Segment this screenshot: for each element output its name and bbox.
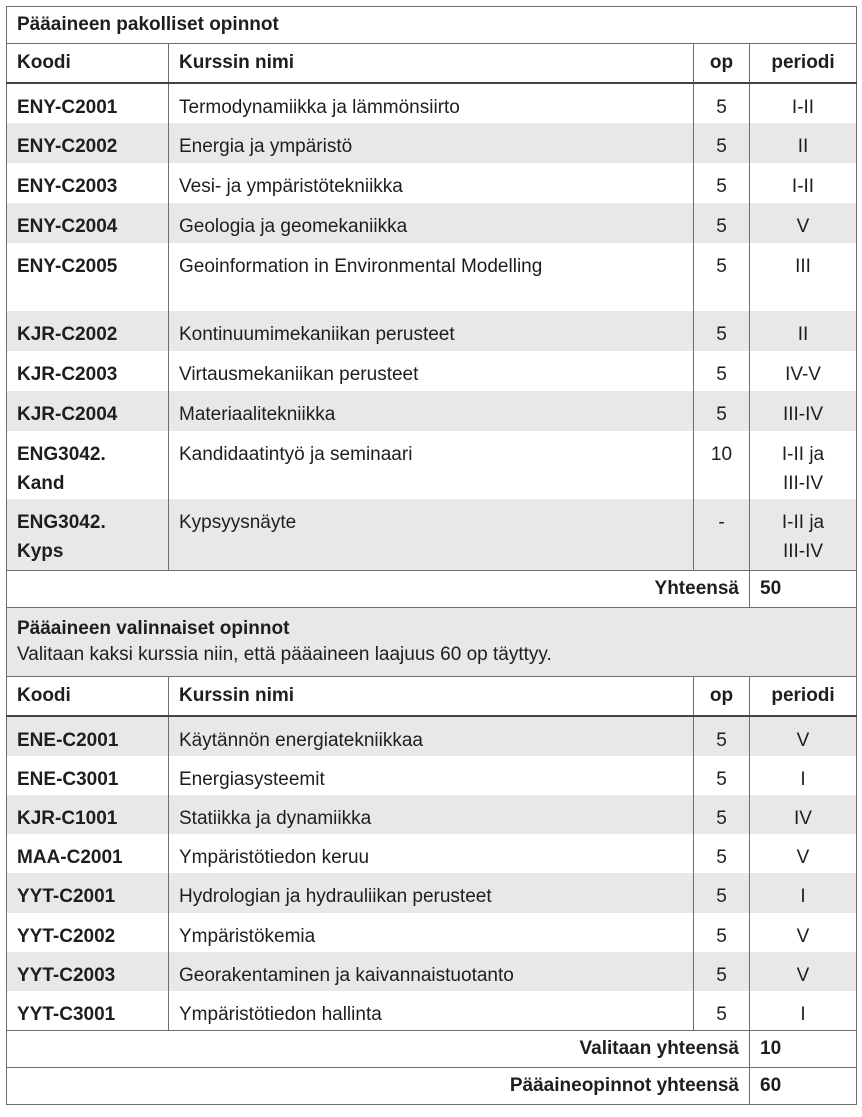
course-period: V [750, 913, 857, 952]
course-credits: 5 [694, 83, 750, 123]
course-code: ENY-C2004 [7, 203, 169, 243]
column-header-name: Kurssin nimi [169, 676, 694, 716]
course-name: Energiasysteemit [169, 756, 694, 795]
course-name: Georakentaminen ja kaivannaistuotanto [169, 952, 694, 991]
course-period-line2: III-IV [782, 473, 824, 494]
table-row [7, 243, 857, 311]
course-code-line1: ENG3042. [17, 512, 106, 533]
column-header-credits: op [694, 44, 750, 84]
course-period: III-IV [750, 391, 857, 431]
course-period: I [750, 991, 857, 1031]
column-header-period: periodi [750, 44, 857, 84]
table-row [7, 499, 857, 570]
course-credits: 5 [694, 834, 750, 873]
course-credits: 5 [694, 311, 750, 351]
course-period: I-II [750, 83, 857, 123]
course-code: ENY-C2001 [7, 83, 169, 123]
course-period: I [750, 873, 857, 913]
course-name: Statiikka ja dynamiikka [169, 795, 694, 834]
column-header-period: periodi [750, 676, 857, 716]
course-code: MAA-C2001 [7, 834, 169, 873]
course-name: Hydrologian ja hydrauliikan perusteet [169, 873, 694, 913]
table-row [7, 834, 857, 873]
course-period-line2: III-IV [782, 541, 824, 562]
course-code-line2: Kand [17, 473, 65, 494]
course-credits: 10 [694, 431, 750, 499]
table-row [7, 873, 857, 913]
course-code [7, 499, 169, 570]
course-name: Ympäristökemia [169, 913, 694, 952]
course-code: ENE-C3001 [7, 756, 169, 795]
course-code [7, 431, 169, 499]
course-credits: 5 [694, 243, 750, 311]
mandatory-section-title: Pääaineen pakolliset opinnot [7, 7, 857, 44]
course-code: ENE-C2001 [7, 716, 169, 756]
course-name: Termodynamiikka ja lämmönsiirto [169, 83, 694, 123]
column-header-credits: op [694, 676, 750, 716]
total-label [7, 1031, 750, 1068]
total-value: 50 [760, 577, 782, 599]
table-row [7, 716, 857, 756]
course-period: I-II [750, 163, 857, 203]
course-period: II [750, 311, 857, 351]
total-label-text: Valitaan yhteensä [579, 1038, 739, 1059]
course-name: Materiaalitekniikka [169, 391, 694, 431]
course-code-line1: ENG3042. [17, 444, 106, 465]
mandatory-column-headers [7, 44, 857, 84]
course-code: ENY-C2003 [7, 163, 169, 203]
course-credits: 5 [694, 391, 750, 431]
table-row [7, 431, 857, 499]
course-name: Vesi- ja ympäristötekniikka [169, 163, 694, 203]
column-header-code: Koodi [7, 44, 169, 84]
total-value-cell [750, 570, 857, 607]
table-row [7, 311, 857, 351]
course-code: ENY-C2005 [7, 243, 169, 311]
elective-section-header [7, 607, 857, 676]
course-credits: 5 [694, 991, 750, 1031]
grand-total-value: 60 [750, 1068, 857, 1105]
elective-section-subtitle: Valitaan kaksi kurssia niin, että pääaineen laajuus 60 op täyttyy. [17, 643, 552, 665]
table-row [7, 123, 857, 163]
elective-column-headers [7, 676, 857, 716]
course-name: Käytännön energiatekniikkaa [169, 716, 694, 756]
table-row [7, 351, 857, 391]
course-period: IV [750, 795, 857, 834]
course-code: KJR-C2003 [7, 351, 169, 391]
course-name: Virtausmekaniikan perusteet [169, 351, 694, 391]
course-credits: 5 [694, 913, 750, 952]
table-row [7, 203, 857, 243]
curriculum-table [6, 6, 857, 1105]
grand-total-row [7, 1068, 857, 1105]
course-code-line2: Kyps [17, 541, 64, 562]
course-period: V [750, 716, 857, 756]
course-name: Energia ja ympäristö [169, 123, 694, 163]
course-name: Ympäristötiedon keruu [169, 834, 694, 873]
course-credits: 5 [694, 873, 750, 913]
course-period: III [750, 243, 857, 311]
mandatory-section-header [7, 7, 857, 44]
course-credits: 5 [694, 756, 750, 795]
course-credits: 5 [694, 163, 750, 203]
course-name: Kandidaatintyö ja seminaari [169, 431, 694, 499]
curriculum-document [6, 6, 856, 1105]
course-code: YYT-C3001 [7, 991, 169, 1031]
course-credits: 5 [694, 952, 750, 991]
course-credits: 5 [694, 351, 750, 391]
course-period-line1: I-II ja [781, 512, 825, 533]
table-row [7, 391, 857, 431]
course-name: Kypsyysnäyte [169, 499, 694, 570]
course-period: I [750, 756, 857, 795]
course-credits: 5 [694, 795, 750, 834]
course-credits: 5 [694, 716, 750, 756]
course-period-line1: I-II ja [781, 444, 825, 465]
table-row [7, 913, 857, 952]
course-period: IV-V [750, 351, 857, 391]
course-name: Kontinuumimekaniikan perusteet [169, 311, 694, 351]
table-row [7, 952, 857, 991]
mandatory-total-row [7, 570, 857, 607]
course-code: KJR-C2002 [7, 311, 169, 351]
course-period [750, 499, 857, 570]
table-row [7, 991, 857, 1031]
elective-section-header-cell [7, 607, 857, 676]
course-period: II [750, 123, 857, 163]
course-code: KJR-C2004 [7, 391, 169, 431]
course-name: Geoinformation in Environmental Modelling [169, 243, 694, 311]
course-credits: - [694, 499, 750, 570]
table-row [7, 795, 857, 834]
course-code: YYT-C2002 [7, 913, 169, 952]
course-credits: 5 [694, 123, 750, 163]
course-code: ENY-C2002 [7, 123, 169, 163]
course-period: V [750, 834, 857, 873]
course-name: Ympäristötiedon hallinta [169, 991, 694, 1031]
table-row [7, 83, 857, 123]
total-label [7, 570, 750, 607]
course-code: KJR-C1001 [7, 795, 169, 834]
table-row [7, 163, 857, 203]
total-label-text: Yhteensä [654, 577, 739, 599]
grand-total-label [7, 1068, 750, 1105]
course-period: V [750, 203, 857, 243]
table-row [7, 756, 857, 795]
course-period: V [750, 952, 857, 991]
course-name: Geologia ja geomekaniikka [169, 203, 694, 243]
grand-total-label-text: Pääaineopinnot yhteensä [509, 1075, 739, 1096]
total-value: 10 [750, 1031, 857, 1068]
course-code: YYT-C2001 [7, 873, 169, 913]
elective-section-title: Pääaineen valinnaiset opinnot [17, 617, 290, 639]
column-header-code: Koodi [7, 676, 169, 716]
course-code: YYT-C2003 [7, 952, 169, 991]
elective-total-row [7, 1031, 857, 1068]
column-header-name: Kurssin nimi [169, 44, 694, 84]
course-period [750, 431, 857, 499]
course-credits: 5 [694, 203, 750, 243]
